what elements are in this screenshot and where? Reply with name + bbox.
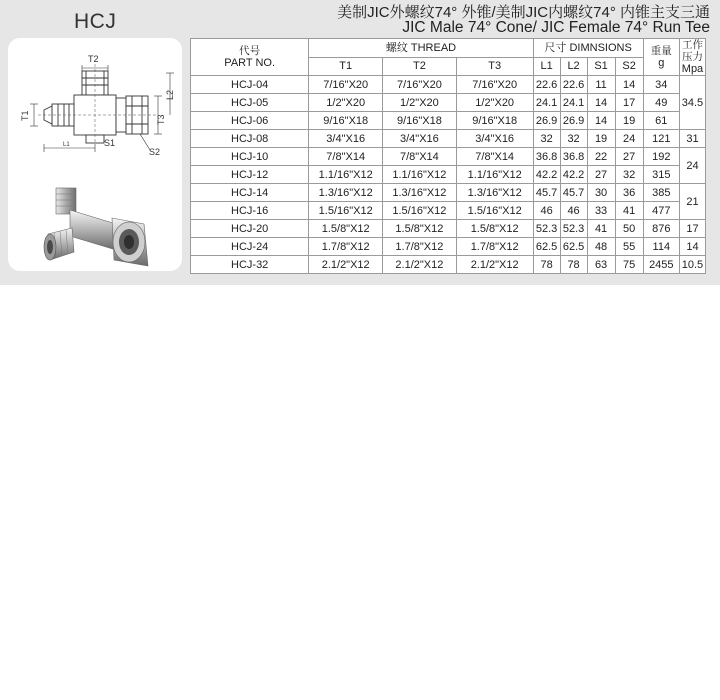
cell-t1: 2.1/2"X12 — [309, 256, 383, 274]
label-s2: S2 — [149, 147, 161, 157]
cell-t2: 1.7/8"X12 — [383, 238, 457, 256]
spec-table — [190, 38, 706, 274]
cell-t1: 1.5/8"X12 — [309, 220, 383, 238]
header-t2: T2 — [383, 57, 457, 76]
table-row — [191, 238, 706, 256]
table-row — [191, 112, 706, 130]
cell-t2: 1.5/8"X12 — [383, 220, 457, 238]
cell-t1: 3/4"X16 — [309, 130, 383, 148]
cell-l2: 62.5 — [560, 238, 587, 256]
cell-s2: 36 — [615, 184, 643, 202]
header-weight: 重量 g — [643, 39, 679, 76]
cell-l2: 78 — [560, 256, 587, 274]
cell-l1: 32 — [533, 130, 560, 148]
cell-t3: 7/16"X20 — [456, 76, 533, 94]
cell-weight: 34 — [643, 76, 679, 94]
header-l2: L2 — [560, 57, 587, 76]
cell-s1: 11 — [587, 76, 615, 94]
cell-s1: 48 — [587, 238, 615, 256]
cell-t2: 7/16"X20 — [383, 76, 457, 94]
table-row — [191, 166, 706, 184]
cell-t3: 1.5/8"X12 — [456, 220, 533, 238]
cell-l1: 46 — [533, 202, 560, 220]
cell-weight: 121 — [643, 130, 679, 148]
cell-t1: 7/16"X20 — [309, 76, 383, 94]
cell-s1: 14 — [587, 94, 615, 112]
header-dimensions: 尺寸 DIMNSIONS — [533, 39, 643, 58]
cell-l1: 45.7 — [533, 184, 560, 202]
image-panel — [8, 38, 182, 271]
cell-t2: 1.5/16"X12 — [383, 202, 457, 220]
cell-l2: 52.3 — [560, 220, 587, 238]
cell-weight: 315 — [643, 166, 679, 184]
product-title-english: JIC Male 74° Cone/ JIC Female 74° Run Tee — [402, 19, 710, 36]
cell-t1: 7/8"X14 — [309, 148, 383, 166]
cell-t2: 1.1/16"X12 — [383, 166, 457, 184]
table-row — [191, 184, 706, 202]
cell-l1: 42.2 — [533, 166, 560, 184]
cell-pressure: 31 — [679, 130, 705, 148]
label-t2: T2 — [88, 54, 99, 64]
cell-s1: 30 — [587, 184, 615, 202]
cell-part-no: HCJ-04 — [191, 76, 309, 94]
cell-s2: 19 — [615, 112, 643, 130]
cell-t3: 1.1/16"X12 — [456, 166, 533, 184]
label-l2: L2 — [165, 89, 175, 100]
cell-t3: 1.3/16"X12 — [456, 184, 533, 202]
cell-t3: 7/8"X14 — [456, 148, 533, 166]
table-row — [191, 130, 706, 148]
label-t1: T1 — [20, 110, 30, 121]
cell-l2: 26.9 — [560, 112, 587, 130]
cell-t1: 1.3/16"X12 — [309, 184, 383, 202]
cell-l2: 24.1 — [560, 94, 587, 112]
cell-l1: 26.9 — [533, 112, 560, 130]
cell-s2: 17 — [615, 94, 643, 112]
cell-s1: 27 — [587, 166, 615, 184]
header-t1: T1 — [309, 57, 383, 76]
cell-t2: 9/16"X18 — [383, 112, 457, 130]
header-part-no: 代号 PART NO. — [191, 39, 309, 76]
cell-l1: 24.1 — [533, 94, 560, 112]
cell-s2: 24 — [615, 130, 643, 148]
cell-part-no: HCJ-12 — [191, 166, 309, 184]
cell-s1: 19 — [587, 130, 615, 148]
cell-weight: 61 — [643, 112, 679, 130]
cell-s1: 22 — [587, 148, 615, 166]
cell-t1: 1.5/16"X12 — [309, 202, 383, 220]
cell-t3: 3/4"X16 — [456, 130, 533, 148]
cell-l1: 36.8 — [533, 148, 560, 166]
cell-t2: 1/2"X20 — [383, 94, 457, 112]
cell-weight: 477 — [643, 202, 679, 220]
cell-l1: 78 — [533, 256, 560, 274]
table-row — [191, 76, 706, 94]
cell-pressure: 21 — [679, 184, 705, 220]
cell-s2: 55 — [615, 238, 643, 256]
table-row — [191, 94, 706, 112]
header-l1: L1 — [533, 57, 560, 76]
cell-t1: 1.1/16"X12 — [309, 166, 383, 184]
cell-l2: 45.7 — [560, 184, 587, 202]
cell-s1: 41 — [587, 220, 615, 238]
cell-part-no: HCJ-14 — [191, 184, 309, 202]
cell-s1: 33 — [587, 202, 615, 220]
cell-s2: 27 — [615, 148, 643, 166]
cell-l2: 42.2 — [560, 166, 587, 184]
cell-l2: 32 — [560, 130, 587, 148]
cell-part-no: HCJ-32 — [191, 256, 309, 274]
cell-t3: 1.7/8"X12 — [456, 238, 533, 256]
header-s1: S1 — [587, 57, 615, 76]
spec-table-body — [191, 76, 706, 274]
cell-t1: 1.7/8"X12 — [309, 238, 383, 256]
cell-t2: 2.1/2"X12 — [383, 256, 457, 274]
cell-s2: 50 — [615, 220, 643, 238]
cell-weight: 876 — [643, 220, 679, 238]
cell-s2: 41 — [615, 202, 643, 220]
cell-s2: 75 — [615, 256, 643, 274]
cell-l2: 22.6 — [560, 76, 587, 94]
header-thread: 螺纹 THREAD — [309, 39, 533, 58]
table-row — [191, 256, 706, 274]
cell-t2: 1.3/16"X12 — [383, 184, 457, 202]
table-row — [191, 148, 706, 166]
header-pressure: 工作 压力 Mpa — [679, 39, 705, 76]
table-row — [191, 220, 706, 238]
label-t3: T3 — [156, 114, 166, 125]
product-title-chinese: 美制JIC外螺纹74° 外锥/美制JIC内螺纹74° 内锥主支三通 — [337, 4, 710, 21]
cell-t1: 1/2"X20 — [309, 94, 383, 112]
label-l1: L1 — [63, 142, 70, 148]
cell-pressure: 24 — [679, 148, 705, 184]
cell-part-no: HCJ-08 — [191, 130, 309, 148]
cell-l2: 36.8 — [560, 148, 587, 166]
header-t3: T3 — [456, 57, 533, 76]
label-s1: S1 — [104, 138, 116, 148]
cell-pressure: 17 — [679, 220, 705, 238]
cell-s1: 63 — [587, 256, 615, 274]
cell-s1: 14 — [587, 112, 615, 130]
product-photo — [8, 38, 182, 271]
cell-weight: 192 — [643, 148, 679, 166]
cell-weight: 2455 — [643, 256, 679, 274]
cell-weight: 114 — [643, 238, 679, 256]
cell-s2: 32 — [615, 166, 643, 184]
cell-pressure: 34.5 — [679, 76, 705, 130]
cell-t2: 3/4"X16 — [383, 130, 457, 148]
cell-l1: 52.3 — [533, 220, 560, 238]
cell-part-no: HCJ-16 — [191, 202, 309, 220]
cell-part-no: HCJ-24 — [191, 238, 309, 256]
header-s2: S2 — [615, 57, 643, 76]
cell-t3: 1.5/16"X12 — [456, 202, 533, 220]
cell-weight: 385 — [643, 184, 679, 202]
cell-weight: 49 — [643, 94, 679, 112]
cell-pressure: 14 — [679, 238, 705, 256]
cell-pressure: 10.5 — [679, 256, 705, 274]
cell-part-no: HCJ-20 — [191, 220, 309, 238]
cell-l1: 22.6 — [533, 76, 560, 94]
cell-s2: 14 — [615, 76, 643, 94]
cell-part-no: HCJ-05 — [191, 94, 309, 112]
cell-l2: 46 — [560, 202, 587, 220]
table-row — [191, 202, 706, 220]
cell-t1: 9/16"X18 — [309, 112, 383, 130]
cell-part-no: HCJ-10 — [191, 148, 309, 166]
cell-part-no: HCJ-06 — [191, 112, 309, 130]
cell-l1: 62.5 — [533, 238, 560, 256]
product-code: HCJ — [74, 10, 117, 33]
cell-t2: 7/8"X14 — [383, 148, 457, 166]
cell-t3: 1/2"X20 — [456, 94, 533, 112]
cell-t3: 2.1/2"X12 — [456, 256, 533, 274]
cell-t3: 9/16"X18 — [456, 112, 533, 130]
